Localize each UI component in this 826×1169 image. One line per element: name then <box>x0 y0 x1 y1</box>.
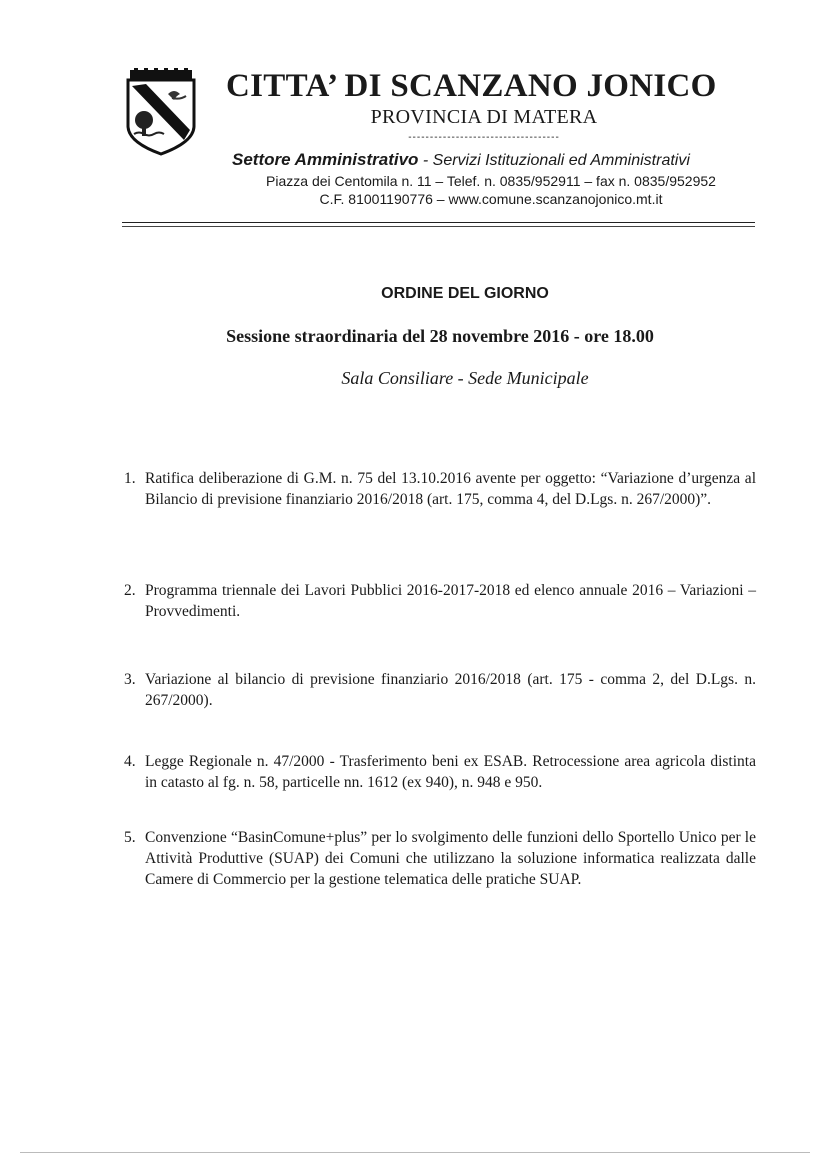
agenda-item-number: 2. <box>124 582 136 599</box>
agenda-item-number: 3. <box>124 671 136 688</box>
agenda-item-text: Convenzione “BasinComune+plus” per lo svolgimento delle funzioni dello Sportello Unico per le Attività Produttive (SUAP) dei Comuni che utilizzano la soluzione informatica realizzata dalle Camere di Commercio per la gestione telematica delle pratiche SUAP. <box>145 829 756 888</box>
agenda-item-number: 4. <box>124 753 136 770</box>
agenda-item <box>124 827 756 890</box>
agenda-item-number: 5. <box>124 829 136 846</box>
agenda-item-text: Legge Regionale n. 47/2000 - Trasferimento beni ex ESAB. Retrocessione area agricola distinta in catasto al fg. n. 58, particelle nn. 1612 (ex 940), n. 948 e 950. <box>145 753 756 791</box>
city-title: CITTA’ DI SCANZANO JONICO <box>226 68 717 104</box>
agenda-item-text: Variazione al bilancio di previsione finanziario 2016/2018 (art. 175 - comma 2, del D.Lgs. n. 267/2000). <box>145 671 756 709</box>
agenda-item <box>124 580 756 622</box>
sector-name: Settore Amministrativo <box>232 150 419 169</box>
agenda-item <box>124 669 756 711</box>
venue-line: Sala Consiliare - Sede Municipale <box>341 368 589 388</box>
address-line: Piazza dei Centomila n. 11 – Telef. n. 0835/952911 – fax n. 0835/952952 <box>266 173 716 189</box>
header-separator: ----------------------------------- <box>408 132 560 143</box>
session-heading: Sessione straordinaria del 28 novembre 2016 - ore 18.00 <box>226 326 654 346</box>
fiscal-code-line: C.F. 81001190776 – www.comune.scanzanojonico.mt.it <box>319 191 663 207</box>
agenda-item-text: Ratifica deliberazione di G.M. n. 75 del 13.10.2016 avente per oggetto: “Variazione d’urgenza al Bilancio di previsione finanziario 2016/2018 (art. 175, comma 4, del D.Lgs. n. 267/2000)”. <box>145 470 756 508</box>
agenda-item <box>124 751 756 793</box>
agenda-item-text: Programma triennale dei Lavori Pubblici 2016-2017-2018 ed elenco annuale 2016 – Variazioni – Provvedimenti. <box>145 582 756 620</box>
contact-block <box>226 172 756 208</box>
scan-edge-line <box>20 1152 810 1153</box>
agenda-item <box>124 468 756 510</box>
agenda-item-number: 1. <box>124 470 136 487</box>
document-title: ORDINE DEL GIORNO <box>381 285 549 302</box>
header-rule <box>122 222 755 223</box>
province-name: PROVINCIA DI MATERA <box>370 106 598 128</box>
sector-line <box>232 150 772 170</box>
coat-of-arms-icon <box>124 68 198 156</box>
sector-description: - Servizi Istituzionali ed Amministrativi <box>418 152 690 169</box>
header-rule-secondary <box>122 226 755 227</box>
